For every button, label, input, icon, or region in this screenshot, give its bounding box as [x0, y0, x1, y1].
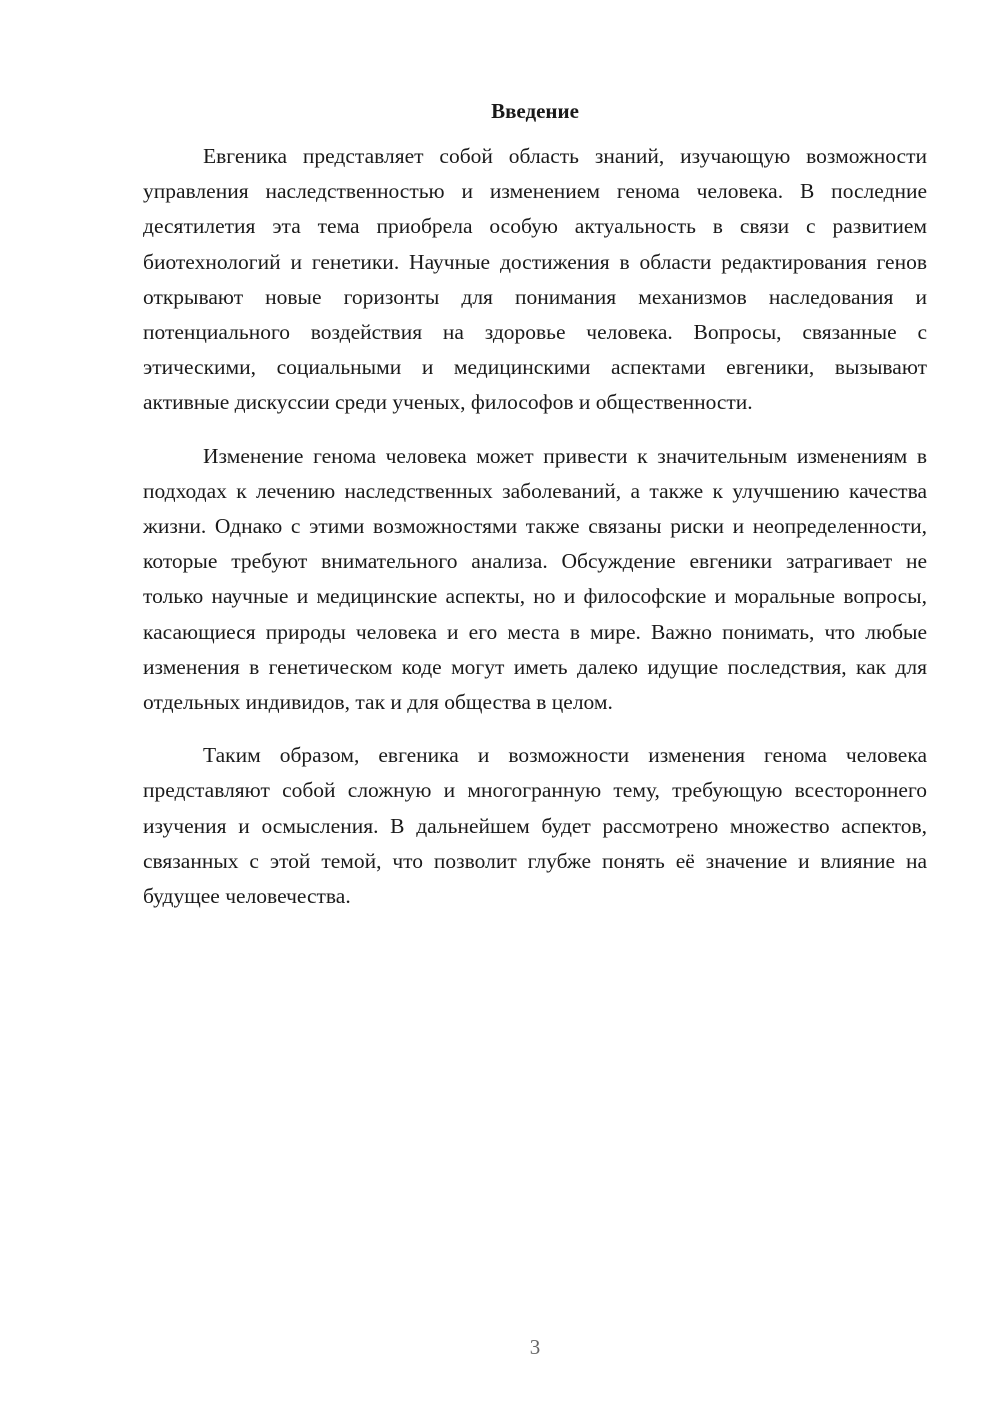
paragraph-2: Изменение генома человека может привести к значительным изменениям в подходах к лечению наследственных заболеваний, а также к улучшению качества жизни. Однако с этими возможностями также связаны риски и неопределенности, которые требуют внимательного анализа. Обсуждение евгеники затрагивает не только научные и медицинские аспекты, но и философские и моральные вопросы, касающиеся природы человека и его места в мире. Важно понимать, что любые изменения в генетическом коде могут иметь далеко идущие последствия, как для отдельных индивидов, так и для общества в целом.: [143, 443, 927, 715]
paragraph-3: Таким образом, евгеника и возможности изменения генома человека представляют собой сложную и многогранную тему, требующую всестороннего изучения и осмысления. В дальнейшем будет рассмотрено множество аспектов, связанных с этой темой, что позволит глубже понять её значение и влияние на будущее человечества.: [143, 743, 927, 909]
page-number: 3: [529, 1335, 541, 1359]
page-content: [143, 96, 927, 932]
paragraph-1: Евгеника представляет собой область знаний, изучающую возможности управления наследственностью и изменением генома человека. В последние десятилетия эта тема приобрела особую актуальность в связи с развитием биотехнологий и генетики. Научные достижения в области редактирования генов открывают новые горизонты для понимания механизмов наследования и потенциального воздействия на здоровье человека. Вопросы, связанные с этическими, социальными и медицинскими аспектами евгеники, вызывают активные дискуссии среди ученых, философов и общественности.: [143, 144, 927, 415]
section-heading: Введение: [491, 99, 579, 123]
